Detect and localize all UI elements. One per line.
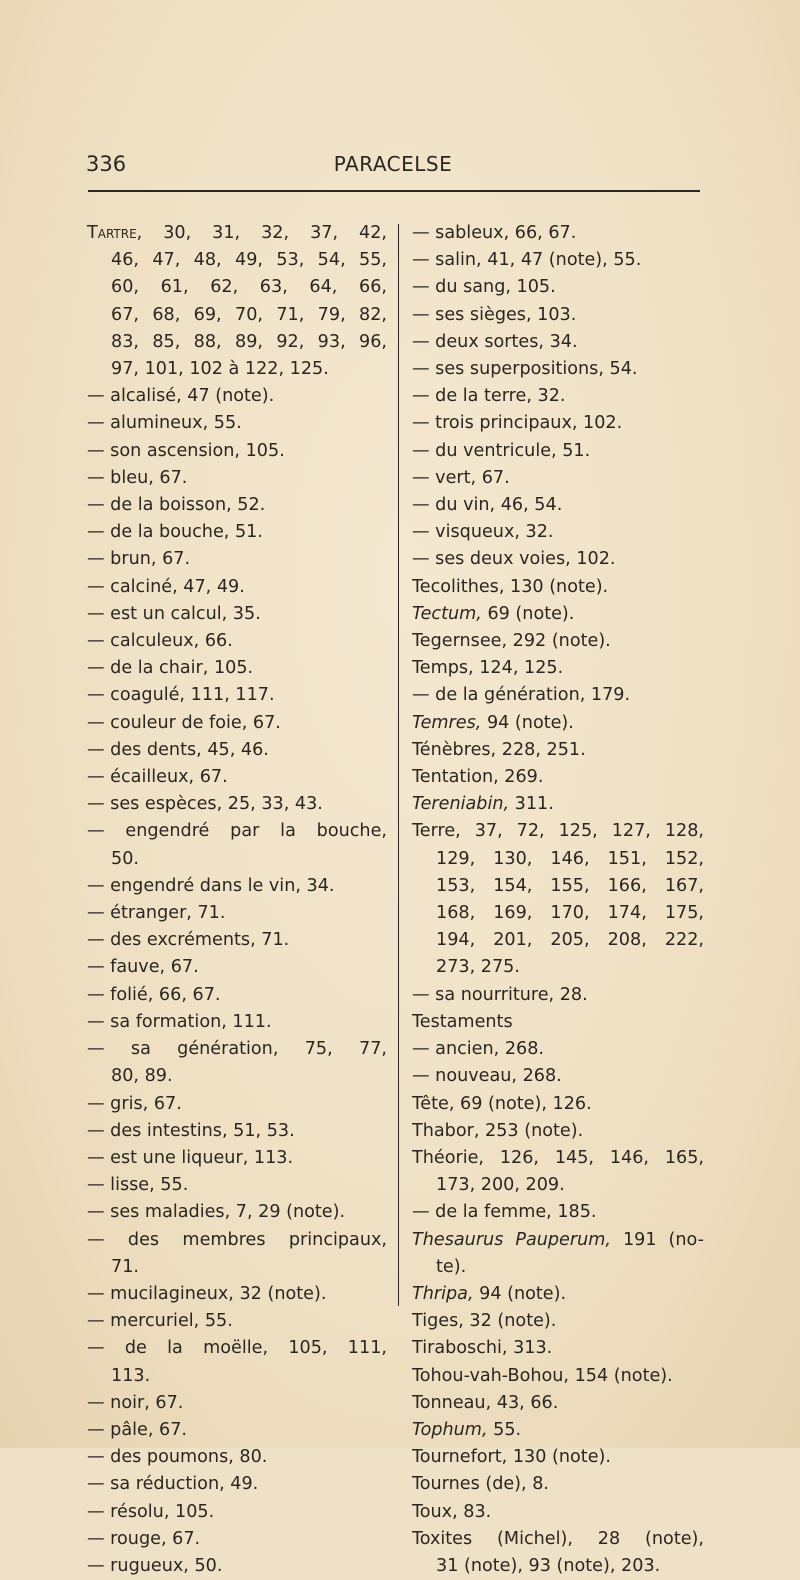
index-line: Temps, 124, 125. (412, 658, 564, 679)
index-line: — couleur de foie, 67. (87, 712, 281, 733)
index-line: Thripa, 94 (note). (412, 1283, 567, 1304)
index-line: — ancien, 268. (412, 1039, 545, 1060)
index-column-left (87, 220, 387, 1580)
page-header (86, 148, 700, 178)
index-line: — du vin, 46, 54. (412, 495, 563, 516)
index-line: Tecolithes, 130 (note). (412, 576, 609, 597)
index-line: 97, 101, 102 à 122, 125. (111, 359, 329, 380)
index-line: Toxites (Michel), 28 (note), (412, 1528, 704, 1549)
index-line: Tohou-vah-Bohou, 154 (note). (412, 1365, 673, 1386)
index-line: 80, 89. (111, 1066, 173, 1087)
index-line: 113. (111, 1365, 151, 1386)
index-line: Tereniabin, 311. (412, 794, 554, 815)
index-line: — engendré dans le vin, 34. (87, 875, 335, 896)
index-line: — sableux, 66, 67. (412, 223, 577, 243)
index-line: Tournes (de), 8. (412, 1474, 550, 1495)
index-line: 67, 68, 69, 70, 71, 79, 82, (111, 304, 387, 325)
index-line: — sa génération, 75, 77, (87, 1039, 387, 1060)
index-line: — de la femme, 185. (412, 1202, 597, 1223)
index-line: 194, 201, 205, 208, 222, (436, 930, 704, 951)
index-line: — sa nourriture, 28. (412, 984, 588, 1005)
page-number: 336 (86, 152, 127, 176)
index-line: — des dents, 45, 46. (87, 739, 269, 760)
index-line: — rugueux, 50. (87, 1555, 223, 1576)
index-line: Tournefort, 130 (note). (412, 1447, 611, 1468)
index-line: — de la génération, 179. (412, 685, 631, 706)
running-title: PARACELSE (333, 152, 453, 176)
index-line: — est une liqueur, 113. (87, 1147, 294, 1168)
index-line: Tentation, 269. (412, 767, 544, 788)
index-line: — des intestins, 51, 53. (87, 1120, 295, 1141)
index-line: — calculeux, 66. (87, 631, 233, 652)
index-line: — pâle, 67. (87, 1419, 188, 1440)
index-line: — ses espèces, 25, 33, 43. (87, 794, 323, 815)
index-line: — coagulé, 111, 117. (87, 685, 275, 706)
index-line: — écailleux, 67. (87, 767, 228, 788)
index-line: — des membres principaux, (87, 1229, 387, 1250)
index-line: — salin, 41, 47 (note), 55. (412, 250, 642, 271)
index-line: 31 (note), 93 (note), 203. (436, 1555, 661, 1576)
index-line: — engendré par la bouche, (87, 821, 387, 842)
index-line: Temres, 94 (note). (412, 712, 574, 733)
index-line: — trois principaux, 102. (412, 413, 623, 434)
index-line: 273, 275. (436, 957, 520, 978)
index-line: Toux, 83. (412, 1501, 492, 1522)
index-line: — du sang, 105. (412, 277, 556, 298)
index-line: — mercuriel, 55. (87, 1311, 233, 1332)
index-line: — ses deux voies, 102. (412, 549, 616, 570)
column-divider (398, 224, 399, 1306)
index-line: 153, 154, 155, 166, 167, (436, 875, 704, 896)
index-line: Testaments (412, 1011, 513, 1032)
index-line: — brun, 67. (87, 549, 191, 570)
index-line: Tiges, 32 (note). (412, 1311, 557, 1332)
index-line: — nouveau, 268. (412, 1066, 562, 1087)
index-line: — rouge, 67. (87, 1528, 201, 1549)
index-line: — vert, 67. (412, 467, 510, 488)
index-line: — ses superpositions, 54. (412, 359, 638, 380)
index-line: 168, 169, 170, 174, 175, (436, 903, 704, 924)
index-line: — sa réduction, 49. (87, 1474, 259, 1495)
index-line: 71. (111, 1256, 139, 1277)
index-line: Tophum, 55. (412, 1419, 522, 1440)
index-line: — alumineux, 55. (87, 413, 242, 434)
index-line: Terre, 37, 72, 125, 127, 128, (412, 821, 704, 842)
index-line: — de la bouche, 51. (87, 522, 263, 543)
index-line: — des excréments, 71. (87, 930, 290, 951)
index-line: — sa formation, 111. (87, 1011, 272, 1032)
index-line: — ses maladies, 7, 29 (note). (87, 1202, 346, 1223)
index-line: Tonneau, 43, 66. (412, 1392, 559, 1413)
index-line: — de la chair, 105. (87, 658, 254, 679)
index-line: — noir, 67. (87, 1392, 184, 1413)
index-line: — gris, 67. (87, 1093, 182, 1114)
index-line: Tegernsee, 292 (note). (412, 631, 611, 652)
index-line: 50. (111, 848, 139, 869)
index-line: 83, 85, 88, 89, 92, 93, 96, (111, 331, 387, 352)
index-line: Tête, 69 (note), 126. (412, 1093, 592, 1114)
index-line: — des poumons, 80. (87, 1447, 268, 1468)
index-line: 173, 200, 209. (436, 1175, 565, 1196)
index-line: 46, 47, 48, 49, 53, 54, 55, (111, 250, 387, 271)
index-line: — résolu, 105. (87, 1501, 215, 1522)
index-line: 60, 61, 62, 63, 64, 66, (111, 277, 387, 298)
index-line: — son ascension, 105. (87, 440, 285, 461)
index-line: Thesaurus Pauperum, 191 (no- (412, 1229, 704, 1250)
index-line: — bleu, 67. (87, 467, 188, 488)
header-rule (88, 190, 700, 192)
index-line: Thabor, 253 (note). (412, 1120, 584, 1141)
index-line: te). (436, 1256, 467, 1277)
index-line: — calciné, 47, 49. (87, 576, 245, 597)
index-line: — deux sortes, 34. (412, 331, 578, 352)
index-line: Ténèbres, 228, 251. (412, 739, 586, 760)
index-line: — étranger, 71. (87, 903, 226, 924)
index-line: Tectum, 69 (note). (412, 603, 575, 624)
index-line: — de la boisson, 52. (87, 495, 266, 516)
index-line: — ses sièges, 103. (412, 304, 577, 325)
index-line: Tiraboschi, 313. (412, 1338, 553, 1359)
index-line: Tartre, 30, 31, 32, 37, 42, (87, 223, 387, 243)
index-line: — folié, 66, 67. (87, 984, 221, 1005)
index-line: — visqueux, 32. (412, 522, 554, 543)
index-column-right (412, 220, 704, 1580)
index-line: — alcalisé, 47 (note). (87, 386, 275, 407)
index-line: 129, 130, 146, 151, 152, (436, 848, 704, 869)
index-line: — de la terre, 32. (412, 386, 566, 407)
index-line: — mucilagineux, 32 (note). (87, 1283, 327, 1304)
index-line: — est un calcul, 35. (87, 603, 261, 624)
index-line: — fauve, 67. (87, 957, 199, 978)
index-line: Théorie, 126, 145, 146, 165, (412, 1147, 704, 1168)
index-line: — de la moëlle, 105, 111, (87, 1338, 387, 1359)
index-line: — lisse, 55. (87, 1175, 189, 1196)
index-line: — du ventricule, 51. (412, 440, 591, 461)
